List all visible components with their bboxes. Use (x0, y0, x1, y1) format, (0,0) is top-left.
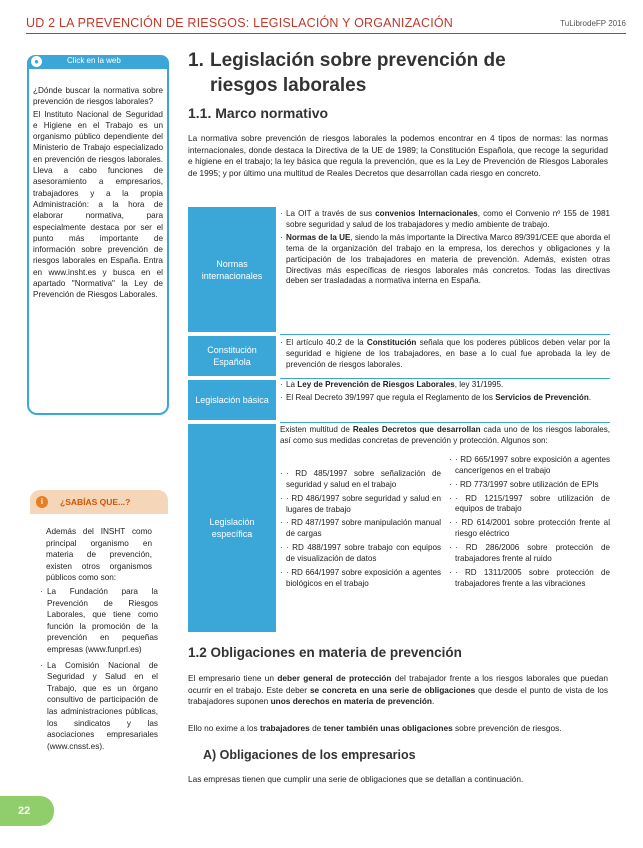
row-content-specific (280, 425, 610, 593)
subsection-heading-a: A) Obligaciones de los empresarios (203, 748, 416, 762)
row-label-basic: Legislación básica (188, 380, 276, 420)
title-number: 1. (188, 50, 204, 71)
click-web-box (27, 55, 169, 415)
did-you-know-list (40, 586, 158, 756)
row-content-constitution (280, 338, 610, 373)
did-you-know-intro: Además del INSHT como principal organismo en materia de prevención, existen otros organismos públicos como son: (46, 527, 152, 583)
row-content-basic (280, 380, 610, 406)
click-web-question: ¿Dónde buscar la normativa sobre prevención de riesgos laborales? (33, 86, 163, 107)
list-item: · Normas de la UE, siendo la más importante la Directiva Marco 89/391/CEE que aborda el tema de la organización del trabajo en la empresa, los derechos y obligaciones y la participación de los trabajadores en materia de prevención. Además, existen otras Directivas más específicas de riesgos laborales más concretos. Todas las directivas deben ser trasladadas a normativa interna en España. (280, 233, 610, 288)
table-divider (280, 334, 610, 335)
click-web-tab (27, 55, 169, 69)
row-label-constitution: Constitución Española (188, 336, 276, 376)
page-title (188, 48, 618, 98)
list-item: · · RD 487/1997 sobre manipulación manual de cargas (280, 518, 441, 540)
list-item: · · RD 1215/1997 sobre utilización de equipos de trabajo (449, 494, 610, 516)
list-item: · La Fundación para la Prevención de Riesgos Laborales, que tiene como función la promoción de la prevención en pequeñas empresas (www.funprl.es) (40, 586, 158, 656)
list-item: · La Ley de Prevención de Riesgos Laborales, ley 31/1995. (280, 380, 610, 391)
employers-paragraph: Las empresas tienen que cumplir una serie de obligaciones que se detallan a continuación. (188, 774, 524, 784)
click-web-text (33, 85, 163, 302)
list-item: · · RD 286/2006 sobre protección de trabajadores frente al ruido (449, 543, 610, 565)
row-content-international (280, 209, 610, 289)
page-number-tab (0, 796, 54, 826)
page-header (26, 14, 626, 34)
section-heading-1-2: 1.2 Obligaciones en materia de prevención (188, 645, 462, 660)
page-number: 22 (18, 805, 31, 817)
unit-title: UD 2 LA PREVENCIÓN DE RIESGOS: LEGISLACIÓN Y ORGANIZACIÓN (26, 16, 454, 30)
section-heading-1-1: 1.1. Marco normativo (188, 105, 329, 121)
list-item: · · RD 665/1997 sobre exposición a agentes cancerígenos en el trabajo (449, 455, 610, 477)
list-item: · · RD 773/1997 sobre utilización de EPIs (449, 480, 610, 491)
specific-intro: Existen multitud de Reales Decretos que desarrollan cada uno de los riesgos laborales, así como sus medidas concretas de prevención y protección. Algunos son: (280, 425, 610, 445)
obligations-paragraph-1: El empresario tiene un deber general de protección del trabajador frente a los riesgos laborales que puedan ocurrir en el trabajo. Este deber se concreta en una serie de obligaciones que desde el punto de vista de los trabajadores suponen unos derechos en materia de prevención. (188, 673, 609, 707)
list-item: · · RD 614/2001 sobre protección frente al riesgo eléctrico (449, 518, 610, 540)
rd-list-col-1 (280, 469, 441, 593)
list-item: · · RD 1311/2005 sobre protección de trabajadores frente a las vibraciones (449, 568, 610, 590)
list-item: · La Comisión Nacional de Seguridad y Salud en el Trabajo, que es un órgano consultivo de participación de las administraciones públicas, los sindicatos y las asociaciones empresariales (www.cnsst.es). (40, 660, 158, 753)
did-you-know-box (30, 490, 168, 790)
mouse-icon: ● (31, 56, 42, 67)
list-item: · El artículo 40.2 de la Constitución señala que los poderes públicos deben velar por la seguridad e higiene de los trabajadores, en base a lo cual fue aprobada la ley de prevención de riesgos laborales. (280, 338, 610, 371)
obligations-paragraph-2: Ello no exime a los trabajadores de tener también unas obligaciones sobre prevención de riesgos. (188, 723, 562, 733)
row-label-international: Normas internacionales (188, 207, 276, 332)
title-line-1: Legislación sobre prevención de (210, 50, 506, 71)
title-line-2: riesgos laborales (210, 75, 367, 96)
intro-paragraph: La normativa sobre prevención de riesgos laborales la podemos encontrar en 4 tipos de normas: las normas internacionales, donde destaca la Directiva de la UE de 1989; la Constitución Española, que recoge la seguridad e higiene en el trabajo; la ley básica que regula la prevención, que es la Ley de Prevención de Riesgos Laborales de 1995; y por último una multitud de Reales Decretos que desarrollan cada riesgo en concreto. (188, 133, 608, 178)
rd-list-col-2 (449, 455, 610, 593)
brand-label: TuLibrodeFP 2016 (560, 19, 626, 28)
did-you-know-tab (30, 490, 168, 514)
did-you-know-title: ¿SABÍAS QUE...? (60, 497, 131, 507)
click-web-label: Click en la web (67, 56, 121, 65)
list-item: · La OIT a través de sus convenios Internacionales, como el Convenio nº 155 de 1981 sobre seguridad y salud de los trabajadores y medio ambiente de trabajo. (280, 209, 610, 231)
click-web-body: El Instituto Nacional de Seguridad e Higiene en el Trabajo es un organismo público dependiente del Ministerio de Trabajo especializado en prevención de riesgos laborales. Lleva a cabo funciones de asesoramiento a empresarios, trabajadores y a la propia Administración: a la hora de elaborar normativa, para especialmente destaca por ser el punto más importante de información sobre prevención de riesgos laborales en España. Entra en www.insht.es y busca en el apartado "Normativa" la Ley de Prevención de Riesgos Laborales. (33, 109, 163, 300)
list-item: · · RD 488/1997 sobre trabajo con equipos de visualización de datos (280, 543, 441, 565)
list-item: · · RD 664/1997 sobre exposición a agentes biológicos en el trabajo (280, 568, 441, 590)
list-item: · · RD 485/1997 sobre señalización de seguridad y salud en el trabajo (280, 469, 441, 491)
table-divider (280, 422, 610, 423)
list-item: · El Real Decreto 39/1997 que regula el Reglamento de los Servicios de Prevención. (280, 393, 610, 404)
list-item: · · RD 486/1997 sobre seguridad y salud en lugares de trabajo (280, 494, 441, 516)
normative-table (188, 207, 610, 632)
info-icon: i (36, 496, 48, 508)
table-divider (280, 378, 610, 379)
row-label-specific: Legislación específica (188, 424, 276, 632)
